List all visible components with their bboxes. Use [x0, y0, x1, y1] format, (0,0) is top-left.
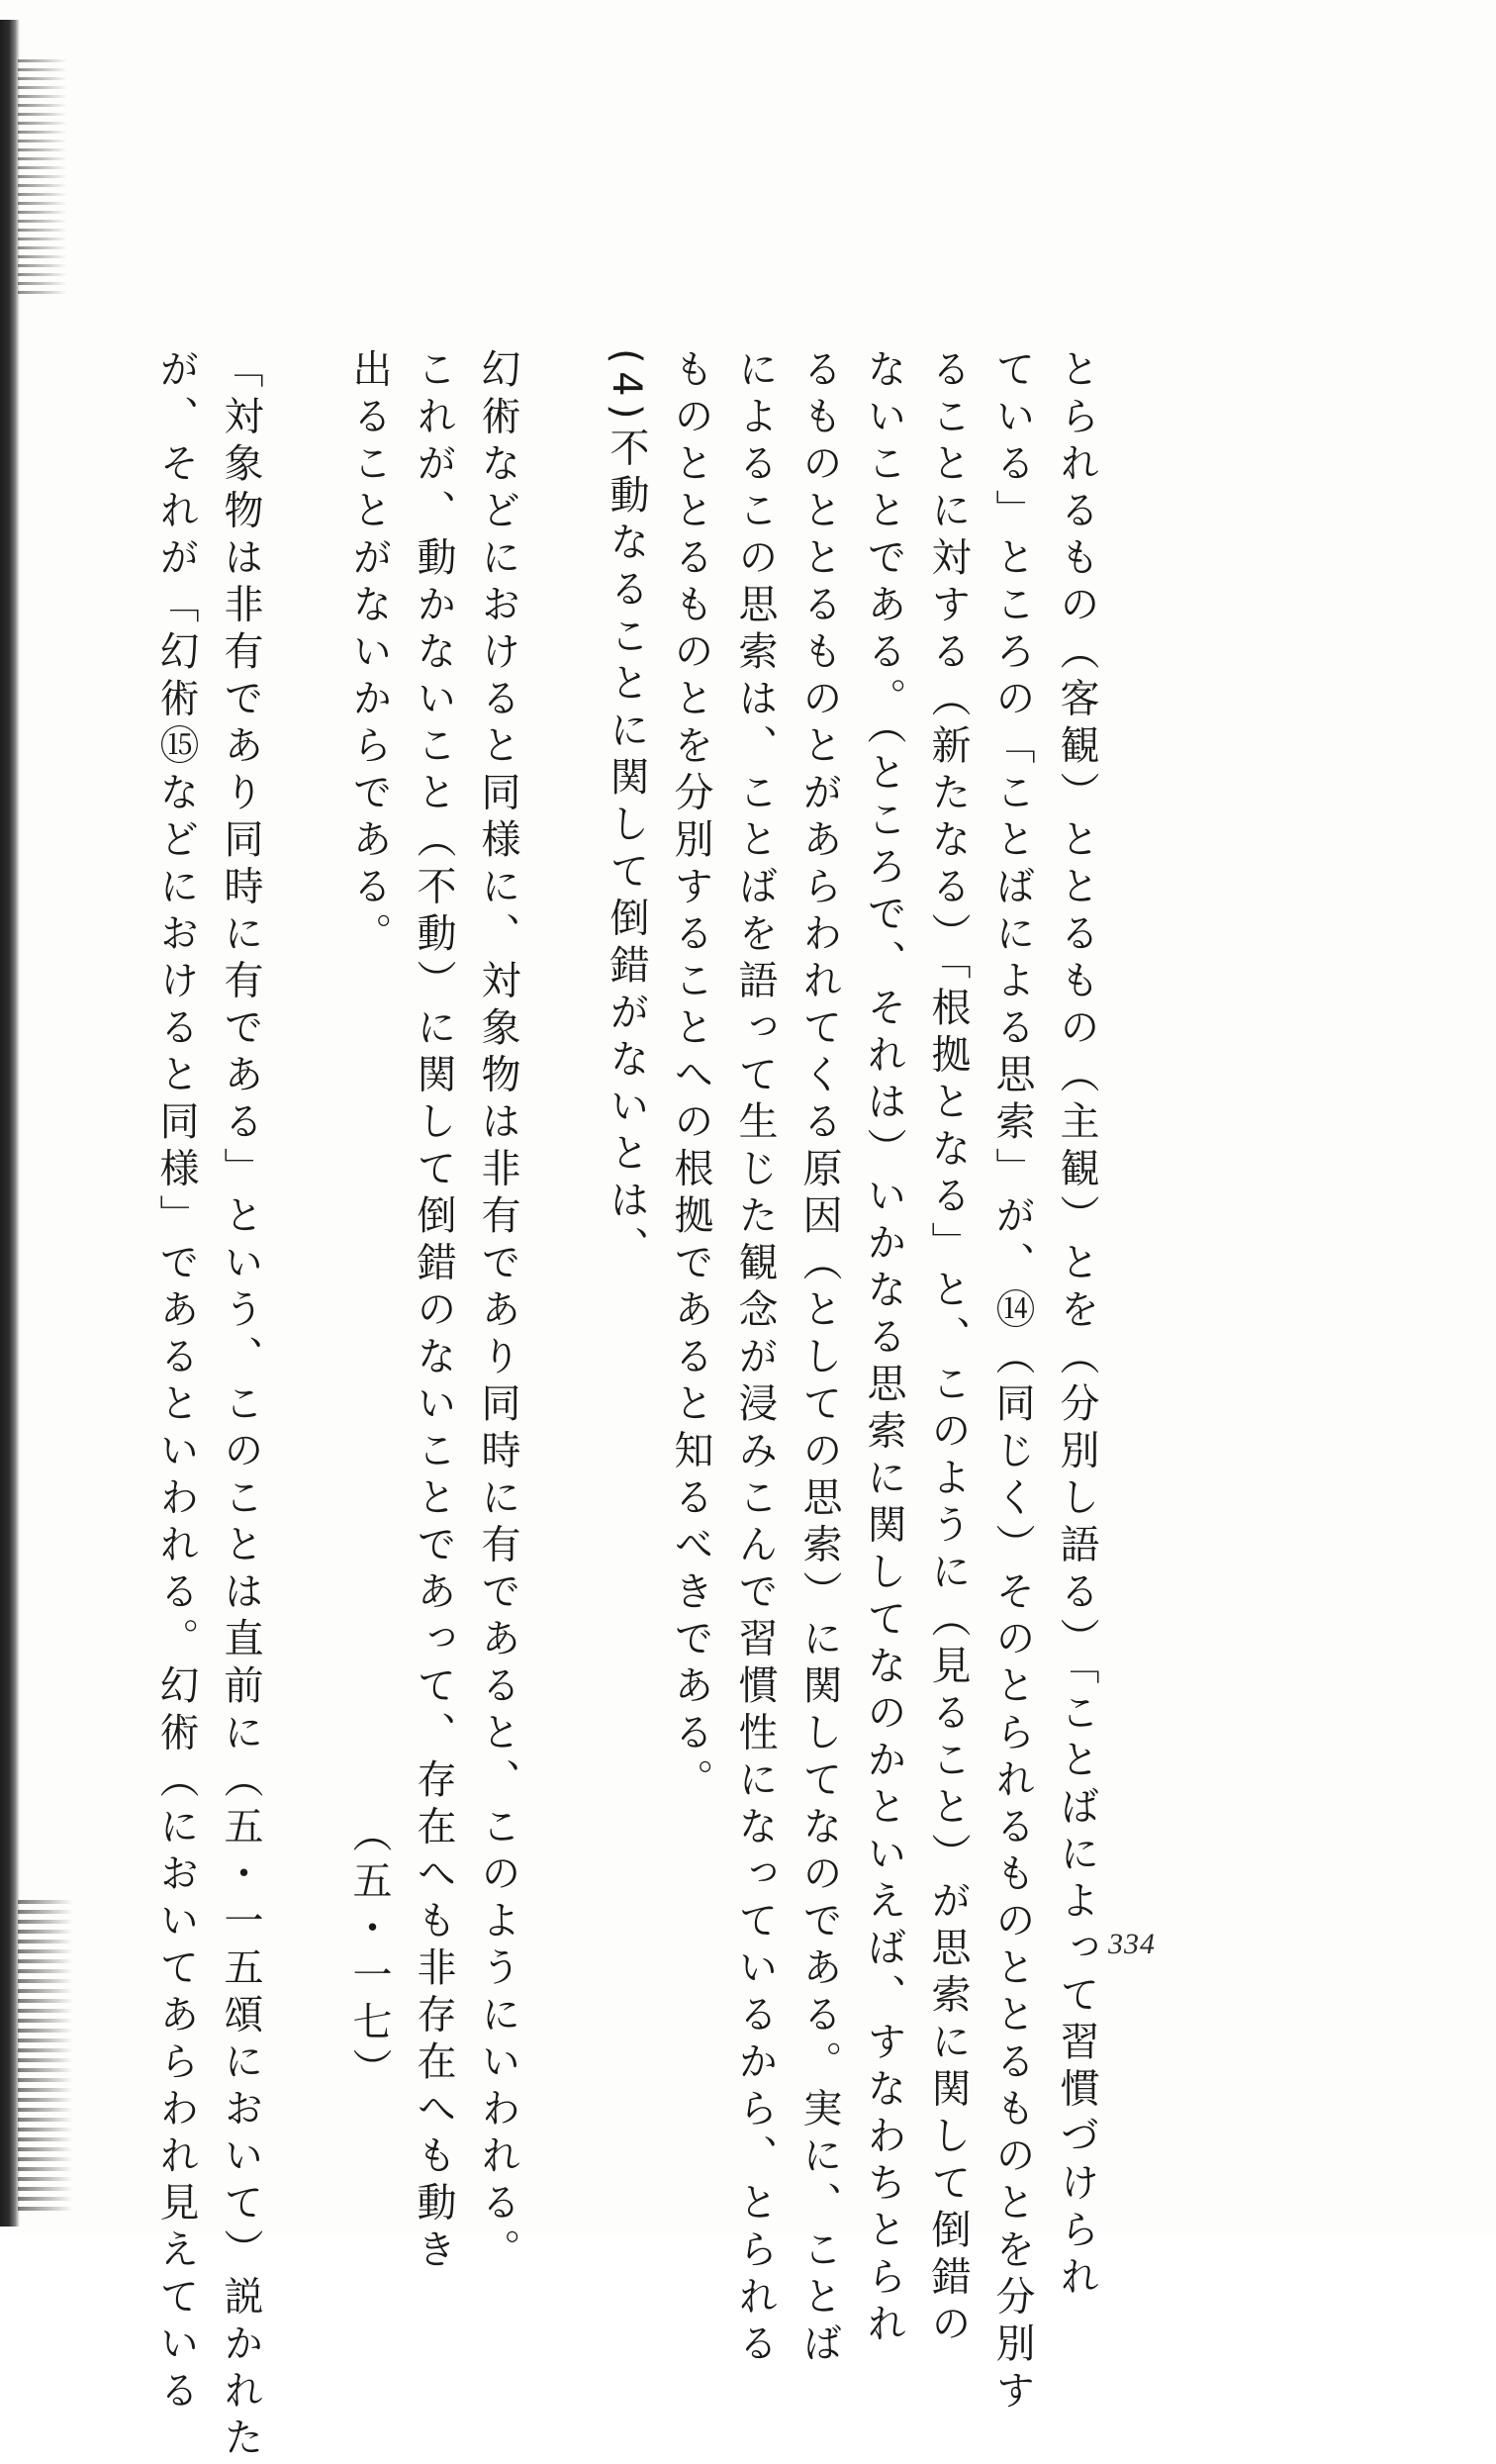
text-column: によるこの思索は、ことばを語って生じた観念が浸みこんで習慣性になっているから、とられる: [732, 348, 778, 2370]
binding-shadow: [0, 20, 20, 2227]
text-column: るものととるものとがあらわれてくる原因（としての思索）に関してなのである。実に、ことば: [796, 348, 842, 2370]
text-column: 「対象物は非有であり同時に有である」という、このことは直前に（五・一五頌において）説かれた: [218, 348, 263, 2464]
text-column: ている」ところの「ことばによる思索」が、⑭（同じく）そのとられるものととるものとを分別す: [989, 348, 1035, 2417]
scan-noise-top: [18, 59, 67, 297]
text-column: とられるもの（客観）ととるもの（主観）とを（分別し語る）「ことばによって習慣づけられ: [1054, 348, 1099, 2303]
text-column: ないことである。（ところで、それは）いかなる思索に関してなのかといえば、すなわちとられ: [861, 348, 906, 2350]
verse-line: 出ることがないからである。 （五・一七）: [346, 348, 392, 2095]
section-heading: (4)不動なることに関して倒錯がないとは、: [604, 348, 649, 1274]
scan-noise-bottom: [18, 1900, 73, 2217]
verse-line: 幻術などにおけると同様に、対象物は非有であり同時に有であると、このようにいわれる。: [475, 348, 520, 2276]
text-column: が、それが「幻術⑮などにおけると同様」であるといわれる。幻術（においてあらわれ見えている: [153, 348, 199, 2417]
page-number: 334: [1108, 1928, 1156, 1960]
text-column: ることに対する（新たなる）「根拠となる」と、このように（見ること）が思索に関して倒錯の: [925, 348, 971, 2350]
verse-line: これが、動かないこと（不動）に関して倒錯のないことであって、存在へも非存在へも動き: [411, 348, 456, 2276]
text-column: ものととるものとを分別することへの根拠であると知るべきである。: [668, 348, 713, 1806]
